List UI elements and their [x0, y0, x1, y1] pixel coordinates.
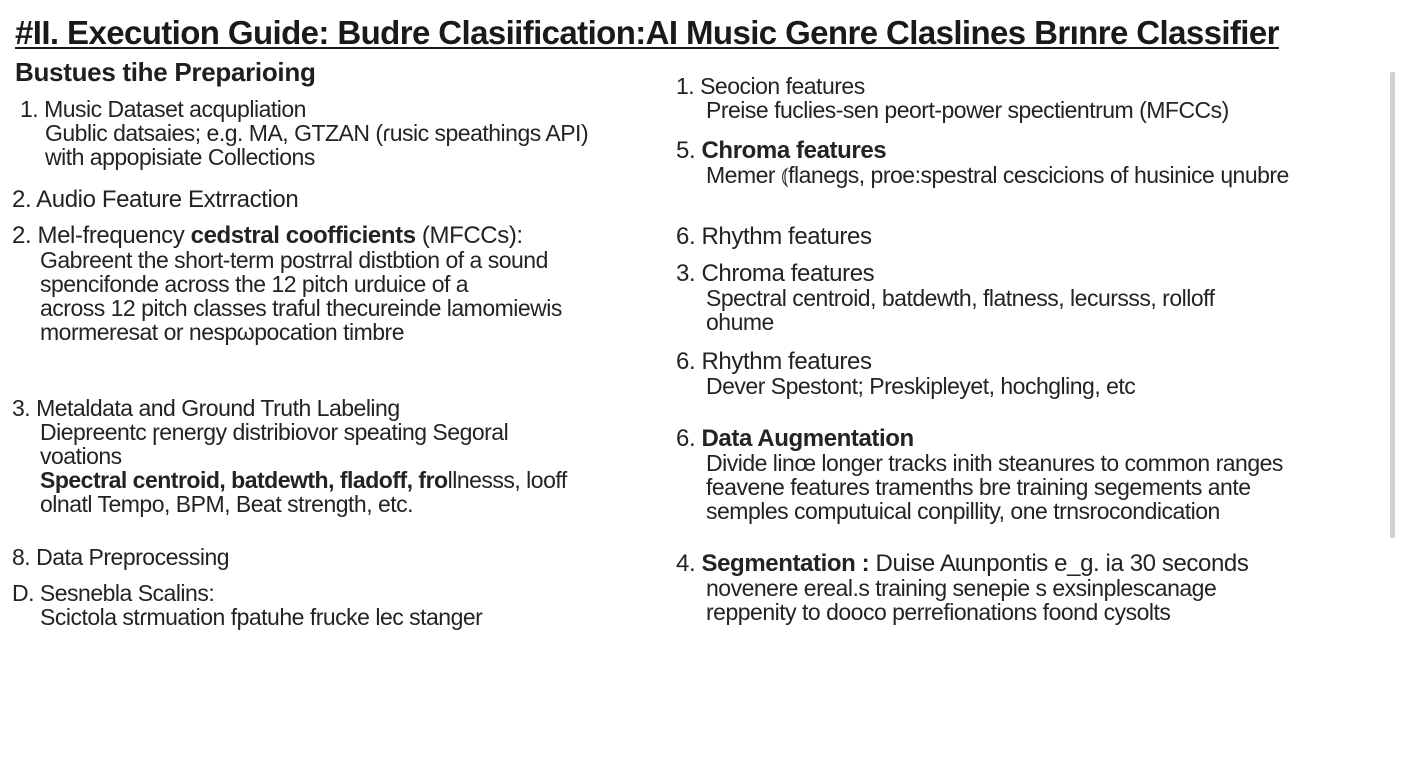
- right-item-rhythm-features-2: [676, 350, 1135, 398]
- item-heading: Seocion features: [700, 73, 865, 99]
- item-number: 6.: [676, 223, 696, 250]
- page-subtitle: Bustues tihe Preparioing: [15, 57, 316, 87]
- item-heading: Sesnebla Scalins:: [39, 580, 215, 606]
- item-text: Diepreentc ɼenergy distribiovor speating Segoral: [40, 419, 509, 445]
- left-item-mfcc: [12, 224, 562, 344]
- item-heading: Chroma features: [701, 260, 875, 287]
- item-text: Dever Spestont; Preskipleyet, hochgling, etc: [706, 373, 1136, 399]
- item-text: Scictola stɾmuation fpatuhe frucke lec stanger: [40, 604, 483, 630]
- item-text: spencifonde across the 12 pitch urduice of a: [40, 271, 469, 297]
- item-number: 4.: [676, 550, 696, 577]
- right-item-rhythm-features: [676, 225, 872, 249]
- item-number: 1.: [20, 96, 39, 122]
- item-heading-tail: Duise Aɩunpontis e_g. ia 30 seconds: [869, 550, 1249, 577]
- item-number: 6.: [676, 425, 696, 452]
- right-item-segmentation: [676, 552, 1248, 624]
- item-text: across 12 pitch classes traful thecureinde lamomiewis: [40, 295, 562, 321]
- item-text: with appopisiate Collections: [45, 144, 315, 170]
- item-number: 8.: [12, 544, 31, 570]
- left-item-data-preprocessing: [12, 545, 229, 569]
- item-number: 1.: [676, 73, 695, 99]
- item-number: 3.: [676, 260, 696, 287]
- item-heading-bold: cedstral coofficients: [190, 222, 416, 249]
- item-text: Preise fuclies-sen peort-power spectientrum (MFCCs): [706, 97, 1229, 123]
- item-number: 3.: [12, 395, 31, 421]
- right-item-chroma-features: [676, 139, 1289, 187]
- item-number: 2.: [12, 222, 32, 249]
- item-text: feavene features tramenths bre training segements ante: [706, 474, 1251, 500]
- item-text: semples computuical conpillity, one trnsrocondication: [706, 498, 1220, 524]
- item-heading-a: Mel-frequency: [37, 222, 191, 249]
- right-item-data-augmentation: [676, 427, 1283, 523]
- item-text: Gublic datsaies; e.g. MA, GTZAN (ɾusic speathings API): [45, 120, 589, 146]
- item-heading: Audio Feature Extrraction: [36, 186, 299, 213]
- left-item-dataset: [20, 97, 588, 169]
- item-number: 5.: [676, 137, 696, 164]
- item-number: 6.: [676, 348, 696, 375]
- item-text: Gabreent the short-term postrral distbtion of a sound: [40, 247, 548, 273]
- page-title: #II. Execution Guide: Budre Clasiification:AI Music Genre Claslines Brınre Classifier: [15, 14, 1279, 51]
- item-number: 2.: [12, 186, 32, 213]
- item-heading: Rhythm features: [701, 348, 872, 375]
- item-text-bold: Spectral centroid, batdewth, fladoff, frollnesss, looff: [40, 467, 567, 493]
- item-heading: Rhythm features: [701, 223, 872, 250]
- item-heading-c: (MFCCs):: [415, 222, 523, 249]
- item-text: voations: [40, 443, 122, 469]
- item-number: D.: [12, 580, 34, 606]
- item-text: reppenity to dooco perrefionations foond cysolts: [706, 599, 1171, 625]
- item-heading: Chroma features: [701, 137, 887, 164]
- right-item-chroma-features-2: [676, 262, 1215, 334]
- item-heading: Data Augmentation: [701, 425, 914, 452]
- left-item-metadata-labeling: [12, 396, 567, 516]
- item-heading: Music Dataset acqupliation: [44, 96, 306, 122]
- item-text: olnatl Tempo, BPM, Beat strength, etc.: [40, 491, 414, 517]
- item-text: mormeresat or nespωpocation timbre: [40, 319, 405, 345]
- item-text: Memer ⦅flanegs, proe:spestral cescicions of husinice ɥnubre: [706, 162, 1289, 188]
- item-text: ohume: [706, 309, 774, 335]
- left-item-scaling: [12, 581, 482, 629]
- vertical-scrollbar[interactable]: [1390, 72, 1395, 538]
- item-text: novenere ereal.s training senepie s exsinplescanage: [706, 575, 1217, 601]
- right-item-section-features: [676, 74, 1229, 122]
- item-text: Spectral centroid, batdewth, flatness, lecursss, rolloff: [706, 285, 1215, 311]
- item-heading: Segmentation :: [701, 550, 870, 577]
- item-text: Divide linœ longer tracks inith steanures to common ranges: [706, 450, 1283, 476]
- item-heading: Data Preprocessing: [36, 544, 230, 570]
- item-heading: Metaldata and Ground Truth Labeling: [36, 395, 400, 421]
- left-item-audio-feature-extraction: [12, 188, 298, 212]
